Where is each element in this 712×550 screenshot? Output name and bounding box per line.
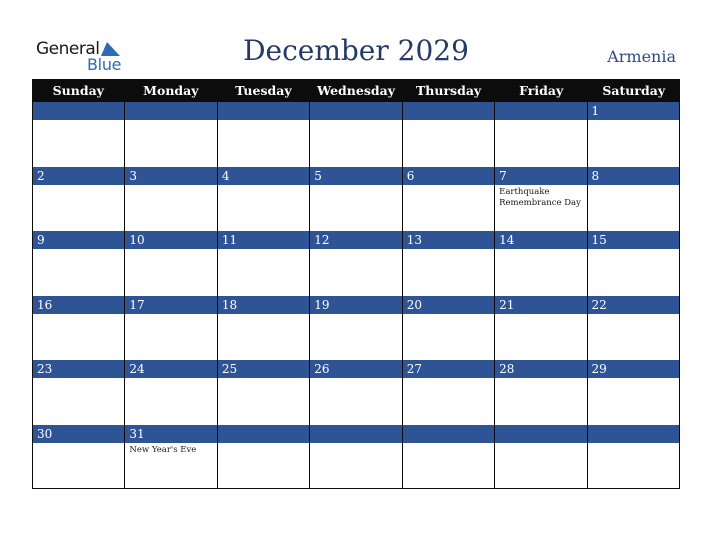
day-number: 29 [591,362,607,376]
day-number: 23 [37,362,53,376]
brand-general-text: General [36,39,100,59]
day-number: 4 [221,168,230,183]
day-cell [309,102,401,167]
day-cell [494,231,586,296]
day-cell [32,167,124,232]
day-cell [402,167,494,232]
day-cell [309,167,401,232]
weekday-header-thursday: Thursday [415,83,482,98]
day-cell [309,231,401,296]
weekday-header-monday: Monday [143,83,199,98]
day-cell [217,296,309,361]
calendar-week-row [32,231,680,296]
day-number: 8 [591,168,600,183]
calendar-grid [32,79,680,489]
day-cell [217,231,309,296]
day-number: 26 [314,362,330,376]
day-cell [494,425,586,490]
calendar-week-row [32,167,680,232]
day-cell [309,296,401,361]
day-cell [494,102,586,167]
calendar-week-row [32,102,680,167]
day-cell [494,360,586,425]
day-cell [587,296,680,361]
day-cell [217,360,309,425]
day-number: 19 [314,297,330,312]
day-number: 20 [406,297,422,312]
day-number: 18 [221,297,238,312]
calendar-week-row [32,425,680,490]
day-number: 7 [499,168,507,183]
day-cell [124,167,216,232]
day-number: 22 [591,297,607,312]
day-cell [32,102,124,167]
weekday-header-wednesday: Wednesday [317,83,395,98]
calendar-bottom-border [32,488,680,489]
day-number: 16 [37,297,53,312]
day-cell [124,231,216,296]
day-cell [217,167,309,232]
day-number: 3 [129,168,138,183]
day-cell [402,425,494,490]
day-cell [124,296,216,361]
country-label: Armenia [607,47,676,66]
day-cell [32,360,124,425]
day-cell [402,231,494,296]
day-number: 6 [406,168,415,183]
day-cell [402,296,494,361]
day-cell [32,425,124,490]
weekday-header-saturday: Saturday [602,83,666,98]
day-number: 10 [129,233,145,247]
day-number: 17 [129,297,145,312]
weekday-header-row [32,79,680,102]
day-number: 11 [221,233,238,247]
brand-blue-text: Blue [87,55,122,74]
weekday-header-tuesday: Tuesday [235,83,292,98]
day-number: 21 [499,297,515,312]
day-cell [32,231,124,296]
day-number: 5 [314,168,322,183]
day-cell [124,102,216,167]
day-number: 30 [37,426,53,441]
day-cell [217,102,309,167]
weekday-header-friday: Friday [519,83,564,98]
day-number: 12 [314,233,330,247]
day-number: 9 [37,233,45,247]
day-number: 31 [129,426,145,441]
day-number: 28 [499,362,515,376]
day-cell [587,231,680,296]
calendar-week-row [32,360,680,425]
day-number: 15 [591,233,607,247]
day-cell [217,425,309,490]
day-cell [32,296,124,361]
day-cell [587,167,680,232]
day-cell [402,360,494,425]
day-cell [309,425,401,490]
day-number: 27 [406,362,422,376]
holiday-label: Earthquake Remembrance Day [499,186,581,208]
day-cell [402,102,494,167]
day-cell [309,360,401,425]
day-cell [494,296,586,361]
day-number: 25 [221,362,238,376]
day-number: 24 [129,362,145,376]
day-number: 2 [37,168,45,183]
holiday-label: New Year's Eve [129,444,197,455]
weekday-header-sunday: Sunday [52,83,104,98]
page-title: December 2029 [243,34,469,67]
day-number: 14 [499,233,515,247]
day-number: 13 [406,233,422,247]
day-cell [124,425,216,490]
day-number: 1 [591,104,600,118]
day-cell [494,167,586,232]
calendar-week-row [32,296,680,361]
day-cell [587,360,680,425]
day-cell [587,425,680,490]
day-cell [124,360,216,425]
day-cell [587,102,680,167]
